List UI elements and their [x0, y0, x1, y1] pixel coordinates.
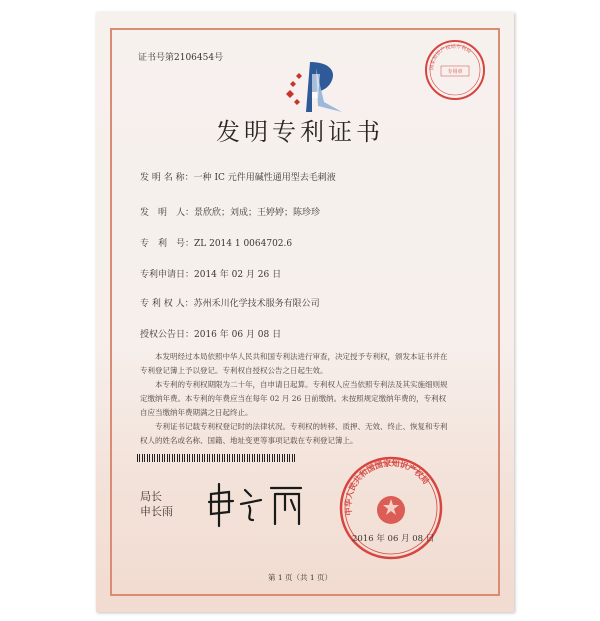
page-title: 发明专利证书 — [216, 118, 384, 146]
certificate-number: 证书号第2106454号 — [138, 53, 224, 63]
inventors: 发 明 人：景欣欣；刘成；王婷婷；陈珍珍 — [140, 208, 321, 218]
national-ip-seal-icon — [338, 455, 444, 561]
director-name: 申长雨 — [140, 505, 173, 518]
svg-text:中华人民共和国国家知识产权局: 中华人民共和国国家知识产权局 — [342, 457, 432, 517]
invention-name: 发 明 名 称：一种 IC 元件用碱性通用型去毛刺液 — [140, 173, 336, 183]
page-footer: 第 1 页（共 1 页） — [267, 573, 333, 582]
director-signature — [205, 480, 315, 530]
director-label: 局长 — [140, 490, 162, 503]
body-paragraph: 本发明经过本局依照中华人民共和国专利法进行审查，决定授予专利权，颁发本证书并在专利登记簿上予以登记。专利权自授权公告之日起生效。 — [140, 352, 448, 375]
patentee: 专 利 权 人：苏州禾川化学技术服务有限公司 — [140, 299, 320, 309]
office-stamp-icon — [423, 38, 487, 102]
svg-text:专用章: 专用章 — [447, 69, 463, 75]
certificate-body — [140, 350, 450, 448]
grant-date: 授权公告日：2016 年 06 月 08 日 — [140, 330, 282, 340]
filing-date: 专利申请日：2014 年 02 月 26 日 — [140, 270, 282, 280]
patent-office-logo-icon — [282, 54, 352, 116]
svg-text:国家知识产权局专利局: 国家知识产权局专利局 — [428, 43, 472, 71]
body-paragraph: 本专利的专利权期限为二十年，自申请日起算。专利权人应当依照专利法及其实施细则规定缴纳年费。本专利的年费应当在每年 02 月 26 日前缴纳。未按照规定缴纳年费的，专利权自应当缴纳年费期满之日起终止。 — [140, 380, 448, 417]
patent-number: 专 利 号：ZL 2014 1 0064702.6 — [140, 239, 293, 249]
seal-date: 2016 年 06 月 08 日 — [352, 534, 435, 544]
barcode — [137, 454, 297, 462]
body-paragraph: 专利证书记载专利权登记时的法律状况。专利权的转移、质押、无效、终止、恢复和专利权人的姓名或名称、国籍、地址变更等事项记载在专利登记簿上。 — [140, 422, 448, 445]
